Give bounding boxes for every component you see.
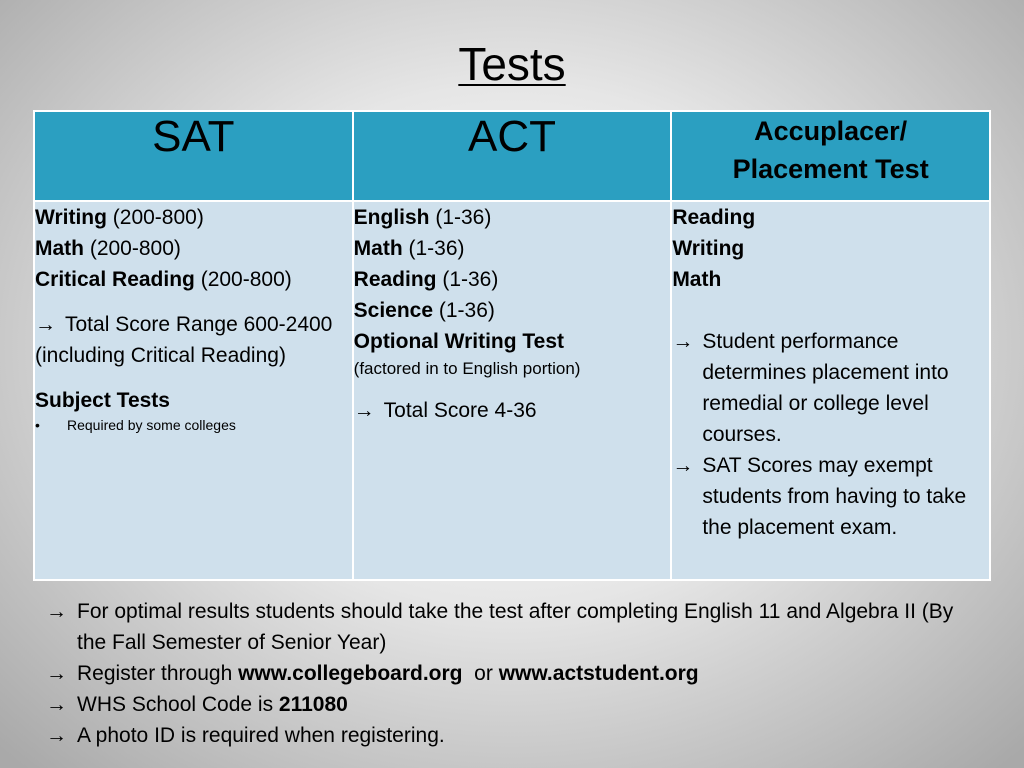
note-optimal-timing (46, 596, 986, 658)
act-row-math: Math (1-36) (353, 237, 465, 260)
sat-subject-note: • Required by some colleges (35, 417, 236, 433)
arrow-icon: → (46, 662, 67, 685)
actstudent-link[interactable]: www.actstudent.org (498, 662, 699, 685)
act-cell (353, 201, 672, 580)
accuplacer-note-placement (672, 326, 989, 450)
note-photo-id (46, 720, 986, 751)
accuplacer-note-placement-text: Student performance determines placement into remedial or college level courses. (702, 330, 949, 446)
act-optional-writing: Optional Writing Test (353, 330, 565, 353)
arrow-icon: → (46, 600, 67, 623)
act-row-reading: Reading (1-36) (353, 268, 499, 291)
note-register (46, 658, 986, 689)
sat-cell (34, 201, 353, 580)
header-act (353, 111, 672, 201)
act-total-score (354, 395, 671, 426)
bullet-icon: • (35, 417, 40, 433)
header-sat-label: SAT (152, 112, 235, 161)
header-accuplacer (671, 111, 990, 201)
sat-row-critical-reading: Critical Reading (200-800) (35, 268, 292, 291)
notes-list (46, 596, 986, 751)
header-act-label: ACT (467, 112, 556, 161)
note-photo-id-text: A photo ID is required when registering. (77, 724, 445, 747)
header-sat (34, 111, 353, 201)
tests-table (33, 110, 991, 581)
slide-title: Tests (458, 38, 566, 90)
arrow-icon: → (672, 454, 694, 477)
act-row-science: Science (1-36) (353, 299, 495, 322)
sat-total-text: Total Score Range 600-2400 (including Critical Reading) (35, 313, 333, 367)
accuplacer-row-reading: Reading (672, 206, 756, 229)
accuplacer-row-writing: Writing (672, 237, 745, 260)
accuplacer-row-math: Math (672, 268, 722, 291)
arrow-icon: → (46, 724, 67, 747)
arrow-icon: → (353, 399, 375, 422)
act-optional-note: (factored in to English portion) (353, 359, 581, 378)
note-school-code (46, 689, 986, 720)
arrow-icon: → (35, 313, 56, 336)
act-total-text: Total Score 4-36 (383, 399, 537, 422)
sat-row-math: Math (200-800) (35, 237, 181, 260)
collegeboard-link[interactable]: www.collegeboard.org (238, 662, 463, 685)
header-accuplacer-line1: Accuplacer/ (754, 116, 908, 146)
note-register-text: Register through www.collegeboard.org or www.actstudent.org (77, 662, 699, 685)
accuplacer-note-sat-exempt (672, 450, 989, 543)
sat-row-writing: Writing (200-800) (35, 206, 204, 229)
accuplacer-note-sat-exempt-text: SAT Scores may exempt students from having to take the placement exam. (702, 454, 967, 539)
accuplacer-cell (671, 201, 990, 580)
arrow-icon: → (672, 330, 694, 353)
sat-total-score (35, 309, 352, 371)
act-row-english: English (1-36) (353, 206, 492, 229)
sat-subject-tests: Subject Tests (35, 389, 170, 412)
header-accuplacer-line2: Placement Test (732, 154, 929, 184)
note-optimal-timing-text: For optimal results students should take the test after completing English 11 and Algebra II (By the Fall Semester of Senior Year) (77, 600, 954, 654)
arrow-icon: → (46, 693, 67, 716)
school-code: 211080 (278, 693, 348, 716)
note-school-code-text: WHS School Code is 211080 (77, 693, 348, 716)
